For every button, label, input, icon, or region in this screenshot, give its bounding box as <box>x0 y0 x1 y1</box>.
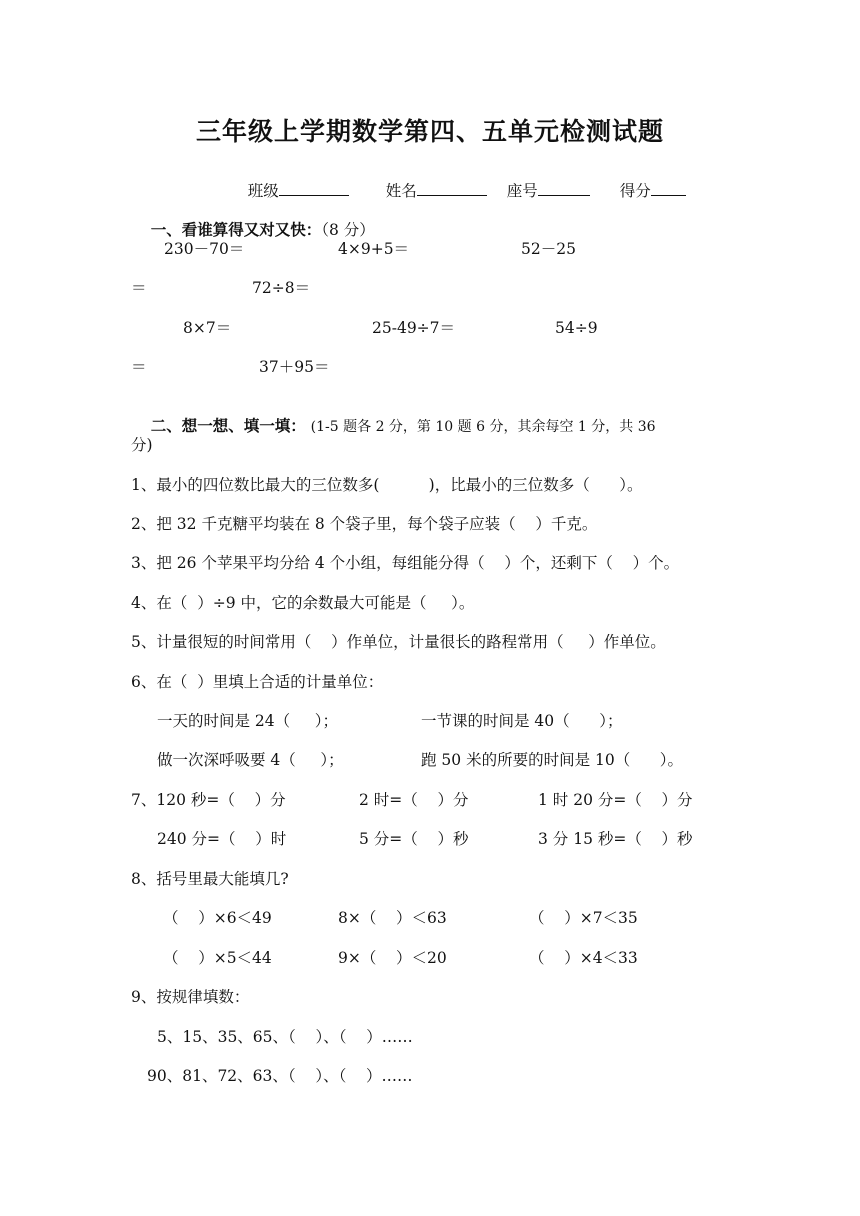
q8-item: （ ）×7＜35 <box>529 909 638 927</box>
page-title: 三年级上学期数学第四、五单元检测试题 <box>195 117 664 146</box>
seat-field <box>487 160 590 221</box>
calc-item: 230－70＝ <box>164 240 245 258</box>
seat-blank[interactable] <box>538 180 590 196</box>
question-2: 2、把 32 千克糖平均装在 8 个袋子里，每个袋子应装（ ）千克。 <box>131 515 598 533</box>
q9-sequence: 5、15、35、65、（ ）、（ ）…… <box>157 1028 413 1046</box>
score-field <box>600 160 686 221</box>
calc-item: ＝ <box>131 279 147 297</box>
seat-label: 座号 <box>506 182 538 200</box>
calc-item: 72÷8＝ <box>252 279 311 297</box>
q7-item: 2 时=（ ）分 <box>359 791 469 809</box>
calc-item: 25-49÷7＝ <box>372 319 456 337</box>
calc-item: 37＋95＝ <box>259 358 330 376</box>
q7-item: 5 分=（ ）秒 <box>359 830 469 848</box>
section2-points-cont: 分) <box>131 436 153 454</box>
name-field <box>366 160 487 221</box>
question-7: 7、120 秒=（ ）分 <box>131 791 286 809</box>
section1-points: （8 分） <box>321 221 375 239</box>
class-label: 班级 <box>247 182 279 200</box>
calc-item: 4×9+5＝ <box>338 240 410 258</box>
q8-item: （ ）×5＜44 <box>163 949 272 967</box>
section2-points: (1-5 题各 2 分，第 10 题 6 分，其余每空 1 分，共 36 <box>310 419 656 435</box>
section2-heading: 二、想一想、填一填： <box>150 417 306 435</box>
q7-item: 240 分=（ ）时 <box>157 830 287 848</box>
section1-heading: 一、看谁算得又对又快： <box>150 221 322 239</box>
question-5: 5、计量很短的时间常用（ ）作单位，计量很长的路程常用（ ）作单位。 <box>131 633 666 651</box>
question-1: 1、最小的四位数比最大的三位数多( )，比最小的三位数多（ ）。 <box>131 476 643 494</box>
q8-item: （ ）×6＜49 <box>163 909 272 927</box>
question-9: 9、按规律填数： <box>131 988 250 1006</box>
q8-item: （ ）×4＜33 <box>529 949 638 967</box>
calc-item: 52－25 <box>521 240 576 258</box>
question-6: 6、在（ ）里填上合适的计量单位： <box>131 673 384 691</box>
score-label: 得分 <box>619 182 651 200</box>
score-blank[interactable] <box>651 180 686 196</box>
q6-item: 一天的时间是 24（ ）； <box>157 712 339 730</box>
section2-header <box>131 396 656 457</box>
calc-item: 54÷9 <box>555 319 598 337</box>
name-label: 姓名 <box>385 182 417 200</box>
class-blank[interactable] <box>279 180 349 196</box>
question-8: 8、括号里最大能填几? <box>131 870 289 888</box>
q6-item: 做一次深呼吸要 4（ ）； <box>157 751 344 769</box>
question-4: 4、在（ ）÷9 中，它的余数最大可能是（ ）。 <box>131 594 475 612</box>
q7-item: 1 时 20 分=（ ）分 <box>538 791 693 809</box>
q6-item: 一节课的时间是 40（ ）； <box>421 712 623 730</box>
q8-item: 8×（ ）＜63 <box>338 909 447 927</box>
name-blank[interactable] <box>417 180 487 196</box>
question-3: 3、把 26 个苹果平均分给 4 个小组，每组能分得（ ）个，还剩下（ ）个。 <box>131 554 680 572</box>
q9-sequence: 90、81、72、63、（ ）、（ ）…… <box>147 1067 413 1085</box>
q6-item: 跑 50 米的所要的时间是 10（ ）。 <box>421 751 684 769</box>
calc-item: 8×7＝ <box>183 319 232 337</box>
calc-item: ＝ <box>131 358 147 376</box>
q7-item: 3 分 15 秒=（ ）秒 <box>538 830 693 848</box>
q8-item: 9×（ ）＜20 <box>338 949 447 967</box>
